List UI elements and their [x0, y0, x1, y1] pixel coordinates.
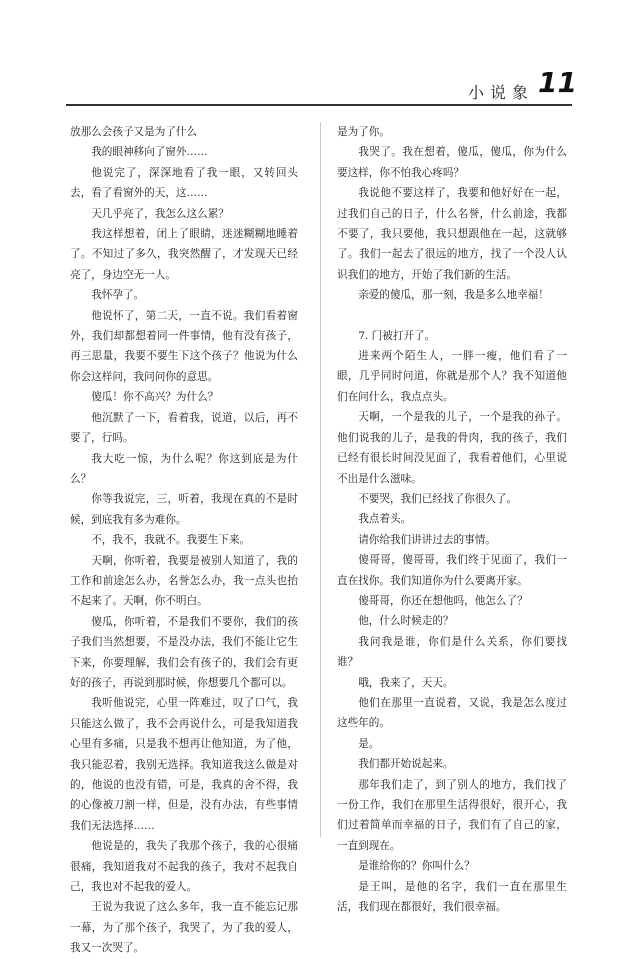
paragraph: 不，我不，我就不。我要生下来。 — [91, 534, 251, 547]
paragraph: 他说怀了，第二天，一直不说。我们看着窗外，我们却都想着同一件事情，他有没有孩子，再三思量，我要不要生下这个孩子？他说为什么你会这样问，我问问你的意思。 — [70, 309, 298, 383]
paragraph: 进来两个陌生人，一胖一瘦，他们看了一眼，几乎同时问道，你就是那个人？我不知道他们在问什么，我点点头。 — [337, 350, 567, 403]
paragraph: 是谁给你的？你叫什么？ — [358, 860, 475, 873]
column-divider — [320, 122, 321, 837]
paragraph: 我说他不要这样了，我要和他好好在一起，过我们自己的日子，什么名誉，什么前途，我都不要了，我只要他，我只想跟他在一起，这就够了。我们一起去了很远的地方，找了一个没人认识我们的地方，开始了我们新的生活。 — [337, 187, 567, 281]
paragraph: 我问我是谁，你们是什么关系，你们要找谁？ — [337, 635, 567, 669]
page-number: 11 — [538, 66, 577, 99]
paragraph: 我这样想着，闭上了眼睛，迷迷糊糊地睡着了。不知过了多久，我突然醒了，才发现天已经亮了，身边空无一人。 — [70, 228, 298, 281]
paragraph: 我哭了。我在想着，傻瓜，傻瓜，你为什么要这样，你不怕我心疼吗？ — [337, 146, 567, 179]
paragraph: 他说是的，我失了我那个孩子，我的心很痛很痛，我知道我对不起我的孩子，我对不起我自己，我也对不起我的爱人。 — [70, 840, 298, 894]
paragraph: 那年我们走了，到了别人的地方，我们找了一份工作，我们在那里生活得很好，很开心，我们过着简单而幸福的日子，我们有了自己的家，一直到现在。 — [337, 778, 567, 852]
paragraph: 天啊，一个是我的儿子，一个是我的孙子。他们说我的儿子，是我的骨肉，我的孩子，我们已经有很长时间没见面了，我看着他们，心里说不出是什么滋味。 — [337, 411, 567, 485]
paragraph: 他说完了，深深地看了我一眼，又转回头去，看了看窗外的天，这…… — [70, 166, 298, 200]
paragraph: 我听他说完，心里一阵难过，叹了口气，我只能这么做了，我不会再说什么，可是我知道我心里有多痛，只是我不想再让他知道，为了他，我只能忍着，我别无选择。我知道我这么做是对的，他说的也没有错，可是，我真的舍不得，我的心像被刀割一样，但是，没有办法，有些事情我们无法选择…… — [70, 697, 298, 832]
paragraph: 亲爱的傻瓜，那一刻，我是多么地幸福！ — [358, 289, 549, 302]
paragraph: 是王叫，是他的名字，我们一直在那里生活，我们现在都很好，我们很幸福。 — [337, 880, 567, 914]
page-header — [0, 0, 636, 118]
paragraph: 请你给我们讲讲过去的事情。 — [358, 533, 496, 546]
paragraph: 你等我说完，三，听着，我现在真的不是时候，到底我有多为难你。 — [70, 493, 298, 526]
paragraph: 我点着头。 — [358, 513, 412, 526]
paragraph: 放那么会孩子又是为了什么 — [70, 126, 198, 138]
paragraph: 他们在那里一直说着，又说，我是怎么度过这些年的。 — [337, 696, 567, 730]
paragraph: 7. 门被打开了。 — [358, 329, 436, 342]
running-title: 小说象 — [468, 83, 535, 102]
paragraph: 傻哥哥，傻哥哥，我们终于见面了，我们一直在找你。我们知道你为什么要离开家。 — [337, 554, 567, 587]
paragraph: 我大吃一惊，为什么呢？你这到底是为什么？ — [70, 452, 298, 485]
right-text-column — [337, 122, 567, 917]
paragraph: 我们都开始说起来。 — [358, 758, 454, 771]
paragraph: 傻瓜，你听着，不是我们不要你，我们的孩子我们当然想要，不是没办法，我们不能让它生下来，你要理解，我们会有孩子的，我们会有更好的孩子，再说到那时候，你想要几个都可以。 — [70, 615, 298, 689]
paragraph: 傻哥哥，你还在想他吗，他怎么了？ — [358, 594, 528, 607]
paragraph: 他，什么时候走的？ — [358, 615, 454, 628]
paragraph: 是。 — [358, 737, 380, 750]
paragraph: 王说为我说了这么多年，我一直不能忘记那一幕，为了那个孩子，我哭了，为了我的爱人，我又一次哭了。 — [70, 901, 298, 955]
paragraph: 哦，我来了，天天。 — [358, 676, 454, 689]
paragraph: 我怀孕了。 — [91, 289, 145, 302]
paragraph: 不要哭，我们已经找了你很久了。 — [358, 492, 518, 505]
paragraph: 天几乎亮了，我怎么这么累？ — [91, 207, 229, 220]
paragraph: 我的眼神移向了窗外…… — [91, 146, 208, 159]
paragraph: 傻瓜！你不高兴？为什么？ — [91, 391, 219, 404]
header-rule — [66, 104, 572, 106]
paragraph: 天啊，你听着，我要是被别人知道了，我的工作和前途怎么办，名誉怎么办，我一点头也抬不起来了。天啊，你不明白。 — [70, 554, 298, 608]
paragraph: 他沉默了一下，看着我，说道，以后，再不要了，行吗。 — [70, 411, 298, 445]
paragraph: 是为了你。 — [337, 126, 390, 138]
left-text-column — [70, 122, 298, 959]
